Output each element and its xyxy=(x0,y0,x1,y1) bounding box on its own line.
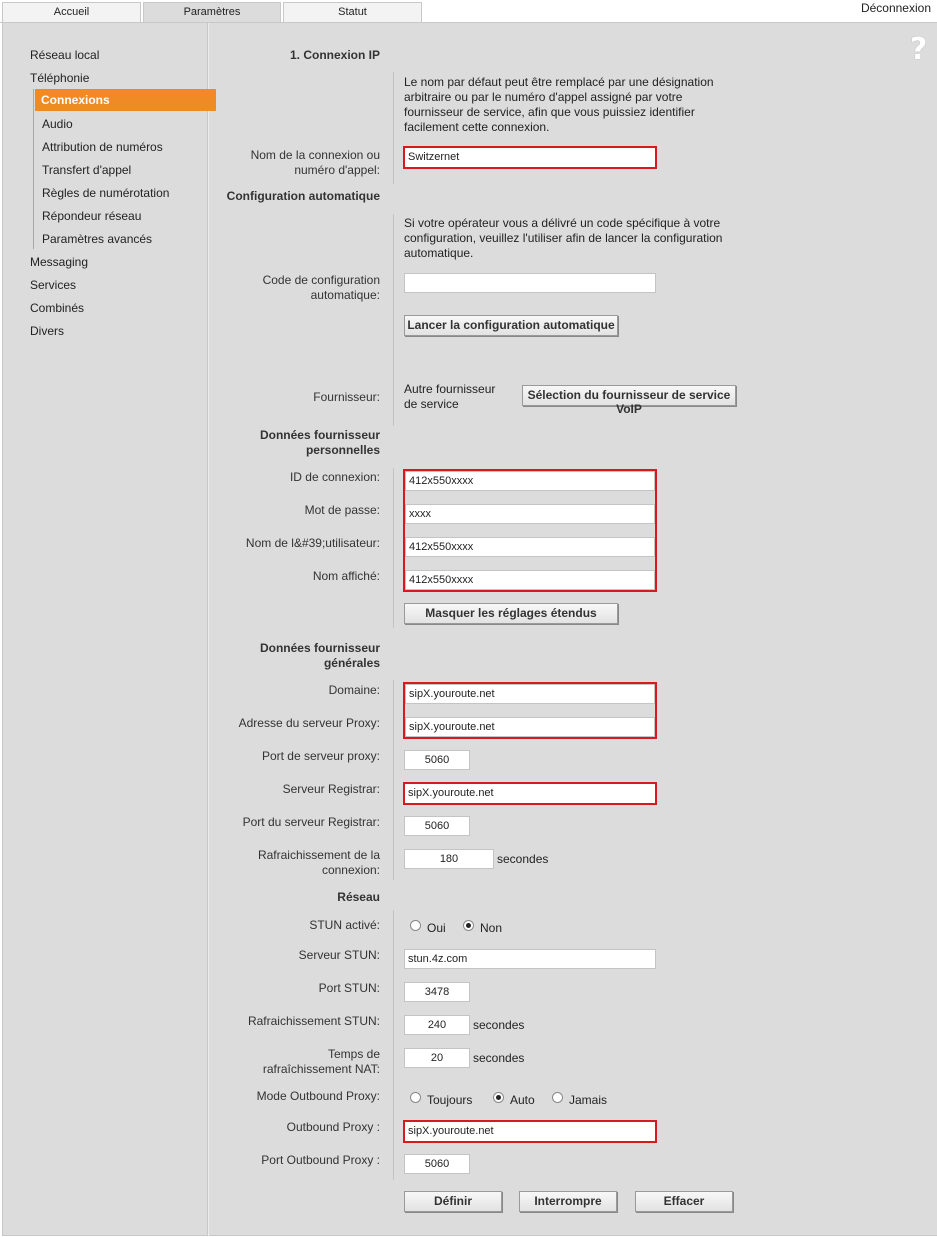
display-name-label: Nom affiché: xyxy=(312,569,380,583)
sidebar-item-divers[interactable]: Divers xyxy=(30,324,65,338)
logout-link[interactable]: Déconnexion xyxy=(860,1,931,15)
stun-active-label: STUN activé: xyxy=(309,918,380,932)
sidebar-item-messaging[interactable]: Messaging xyxy=(30,255,89,269)
outbound-auto-radio[interactable] xyxy=(493,1092,504,1103)
nat-refresh-label: Temps de rafraîchissement NAT: xyxy=(262,1047,380,1076)
login-id-label: ID de connexion: xyxy=(289,470,380,484)
display-name-field[interactable]: 412x550xxxx xyxy=(405,570,655,590)
provider-value: Autre fournisseur de service xyxy=(404,382,496,411)
username-label: Nom de l&#39;utilisateur: xyxy=(245,536,380,550)
registrar-label: Serveur Registrar: xyxy=(282,782,380,796)
form-divider xyxy=(393,72,394,184)
password-field[interactable]: xxxx xyxy=(405,504,655,524)
stun-port-label: Port STUN: xyxy=(318,981,380,995)
define-button[interactable]: Définir xyxy=(404,1191,502,1212)
connection-name-label: Nom de la connexion ou numéro d'appel: xyxy=(250,148,380,177)
form-divider xyxy=(393,214,394,426)
sidebar-item-reseau-local[interactable]: Réseau local xyxy=(30,48,100,62)
login-id-field[interactable]: 412x550xxxx xyxy=(405,471,655,491)
outbound-port-label: Port Outbound Proxy : xyxy=(261,1153,380,1167)
outbound-never-label: Jamais xyxy=(569,1093,608,1107)
section-title-network: Réseau xyxy=(337,890,380,904)
hide-advanced-button[interactable]: Masquer les réglages étendus xyxy=(404,603,618,624)
sidebar-tree-line xyxy=(33,89,34,249)
form-divider xyxy=(393,680,394,880)
seconds-unit: secondes xyxy=(497,852,549,866)
proxy-port-label: Port de serveur proxy: xyxy=(261,749,380,763)
stun-no-radio[interactable] xyxy=(463,920,474,931)
tab-parametres[interactable]: Paramètres xyxy=(143,2,281,23)
provider-label: Fournisseur: xyxy=(313,390,380,404)
stun-refresh-field[interactable]: 240 xyxy=(404,1015,470,1035)
section-title-connexion-ip: 1. Connexion IP xyxy=(289,48,380,62)
sidebar-item-repondeur[interactable]: Répondeur réseau xyxy=(42,209,142,223)
auto-code-field[interactable] xyxy=(404,273,656,293)
clear-button[interactable]: Effacer xyxy=(635,1191,733,1212)
connection-refresh-field[interactable]: 180 xyxy=(404,849,494,869)
stun-yes-radio[interactable] xyxy=(410,920,421,931)
stun-server-label: Serveur STUN: xyxy=(298,948,380,962)
outbound-always-radio[interactable] xyxy=(410,1092,421,1103)
auto-config-description: Si votre opérateur vous a délivré un code spécifique à votre configuration, veuillez l'utiliser afin de lancer la configuration automatique. xyxy=(404,216,723,260)
sidebar-item-audio[interactable]: Audio xyxy=(42,117,73,131)
sidebar-item-services[interactable]: Services xyxy=(30,278,77,292)
tab-accueil[interactable]: Accueil xyxy=(2,2,141,23)
tab-statut[interactable]: Statut xyxy=(283,2,422,23)
stun-no-label: Non xyxy=(480,921,503,935)
outbound-port-field[interactable]: 5060 xyxy=(404,1154,470,1174)
sidebar-item-transfert[interactable]: Transfert d'appel xyxy=(42,163,132,177)
stun-server-field[interactable]: stun.4z.com xyxy=(404,949,656,969)
launch-auto-config-button[interactable]: Lancer la configuration automatique xyxy=(404,315,618,336)
proxy-address-field[interactable]: sipX.youroute.net xyxy=(405,717,655,737)
domain-field[interactable]: sipX.youroute.net xyxy=(405,684,655,704)
form-divider xyxy=(393,910,394,1180)
registrar-port-label: Port du serveur Registrar: xyxy=(242,815,380,829)
interrupt-button[interactable]: Interrompre xyxy=(519,1191,617,1212)
top-tab-bar xyxy=(0,0,937,23)
password-label: Mot de passe: xyxy=(304,503,380,517)
outbound-always-label: Toujours xyxy=(427,1093,473,1107)
connection-refresh-label: Rafraichissement de la connexion: xyxy=(257,848,380,877)
sidebar-item-telephonie[interactable]: Téléphonie xyxy=(30,71,90,85)
outbound-never-radio[interactable] xyxy=(552,1092,563,1103)
proxy-address-label: Adresse du serveur Proxy: xyxy=(238,716,380,730)
seconds-unit: secondes xyxy=(473,1051,525,1065)
sidebar-item-parametres-avances[interactable]: Paramètres avancés xyxy=(42,232,153,246)
stun-yes-label: Oui xyxy=(427,921,446,935)
sidebar-item-attribution[interactable]: Attribution de numéros xyxy=(42,140,163,154)
proxy-port-field[interactable]: 5060 xyxy=(404,750,470,770)
registrar-port-field[interactable]: 5060 xyxy=(404,816,470,836)
outbound-auto-label: Auto xyxy=(510,1093,535,1107)
sidebar-item-combines[interactable]: Combinés xyxy=(30,301,85,315)
username-field[interactable]: 412x550xxxx xyxy=(405,537,655,557)
sidebar-item-connexions[interactable]: Connexions xyxy=(35,89,216,111)
help-icon[interactable]: ? xyxy=(910,32,928,67)
stun-refresh-label: Rafraichissement STUN: xyxy=(247,1014,380,1028)
connection-name-field[interactable]: Switzernet xyxy=(405,148,655,167)
connexion-description: Le nom par défaut peut être remplacé par une désignation arbitraire ou par le numéro d'appel assigné par votre fournisseur de service, afin que vous puissiez identifier facilement cette connexion. xyxy=(404,75,714,134)
section-title-auto-config: Configuration automatique xyxy=(226,189,380,203)
select-provider-button[interactable]: Sélection du fournisseur de service VoIP xyxy=(522,385,736,406)
domain-label: Domaine: xyxy=(328,683,380,697)
outbound-proxy-field[interactable]: sipX.youroute.net xyxy=(405,1122,655,1141)
sidebar-item-regles[interactable]: Règles de numérotation xyxy=(42,186,170,200)
stun-port-field[interactable]: 3478 xyxy=(404,982,470,1002)
outbound-mode-label: Mode Outbound Proxy: xyxy=(256,1089,380,1103)
registrar-field[interactable]: sipX.youroute.net xyxy=(405,784,655,803)
nat-refresh-field[interactable]: 20 xyxy=(404,1048,470,1068)
form-divider xyxy=(393,468,394,628)
outbound-proxy-label: Outbound Proxy : xyxy=(286,1120,380,1134)
section-title-general-data: Données fournisseur générales xyxy=(259,641,380,670)
auto-code-label: Code de configuration automatique: xyxy=(262,273,380,302)
section-title-personal-data: Données fournisseur personnelles xyxy=(259,428,380,457)
seconds-unit: secondes xyxy=(473,1018,525,1032)
